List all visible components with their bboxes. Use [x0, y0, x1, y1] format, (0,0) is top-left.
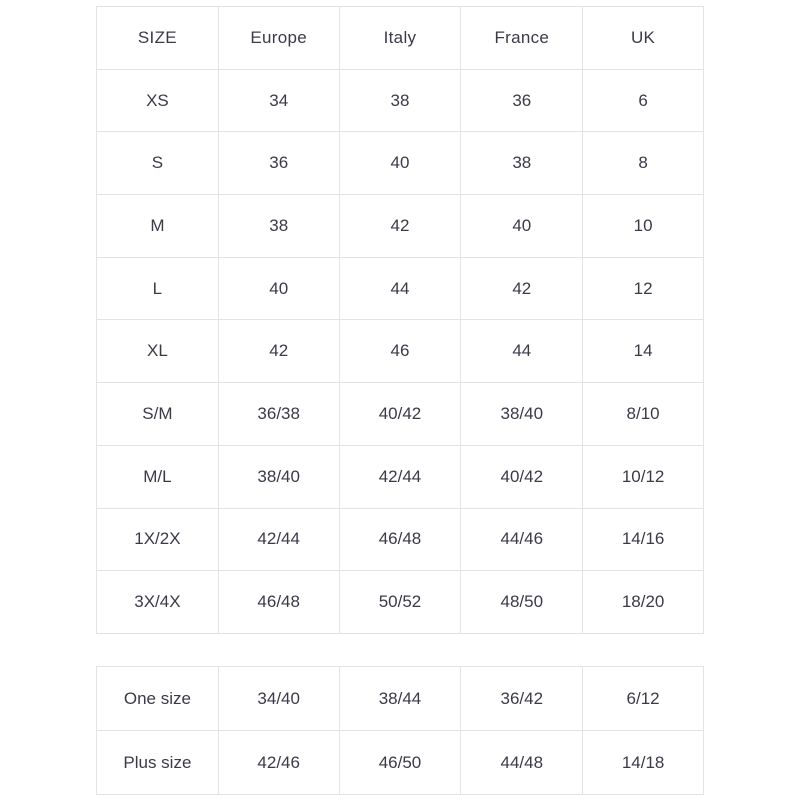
row-label: S/M — [97, 383, 219, 446]
cell-france: 36/42 — [461, 667, 583, 731]
cell-france: 38/40 — [461, 383, 583, 446]
row-label: M/L — [97, 445, 219, 508]
row-label: M — [97, 195, 219, 258]
cell-uk: 14/16 — [583, 508, 704, 571]
cell-italy: 42/44 — [339, 445, 461, 508]
cell-uk: 10/12 — [583, 445, 704, 508]
table-row — [97, 667, 704, 731]
table-row — [97, 320, 704, 383]
cell-italy: 50/52 — [339, 571, 461, 634]
cell-france: 40/42 — [461, 445, 583, 508]
cell-europe: 38 — [218, 195, 339, 258]
cell-france: 44 — [461, 320, 583, 383]
size-conversion-table — [96, 6, 704, 634]
cell-uk: 8/10 — [583, 383, 704, 446]
row-label: XS — [97, 69, 219, 132]
table-row — [97, 132, 704, 195]
row-label: One size — [97, 667, 219, 731]
cell-italy: 44 — [339, 257, 461, 320]
cell-europe: 38/40 — [218, 445, 339, 508]
table-header-row — [97, 7, 704, 70]
cell-italy: 42 — [339, 195, 461, 258]
row-label: XL — [97, 320, 219, 383]
cell-france: 44/48 — [461, 731, 583, 795]
column-header-europe: Europe — [218, 7, 339, 70]
table-body — [97, 667, 704, 795]
cell-europe: 40 — [218, 257, 339, 320]
table-body — [97, 69, 704, 633]
column-header-italy: Italy — [339, 7, 461, 70]
row-label: 1X/2X — [97, 508, 219, 571]
table-row — [97, 445, 704, 508]
cell-uk: 12 — [583, 257, 704, 320]
cell-france: 38 — [461, 132, 583, 195]
special-sizes-table — [96, 666, 704, 795]
cell-italy: 40/42 — [339, 383, 461, 446]
column-header-france: France — [461, 7, 583, 70]
cell-europe: 42/46 — [218, 731, 339, 795]
cell-italy: 38/44 — [339, 667, 461, 731]
table-row — [97, 731, 704, 795]
table-row — [97, 571, 704, 634]
cell-europe: 46/48 — [218, 571, 339, 634]
table-header — [97, 7, 704, 70]
size-conversion-table-container — [96, 6, 704, 634]
table-row — [97, 508, 704, 571]
cell-france: 40 — [461, 195, 583, 258]
row-label: L — [97, 257, 219, 320]
cell-italy: 40 — [339, 132, 461, 195]
cell-europe: 36/38 — [218, 383, 339, 446]
cell-uk: 14 — [583, 320, 704, 383]
cell-uk: 10 — [583, 195, 704, 258]
column-header-size: SIZE — [97, 7, 219, 70]
cell-uk: 6/12 — [583, 667, 704, 731]
table-row — [97, 383, 704, 446]
table-row — [97, 257, 704, 320]
cell-italy: 46 — [339, 320, 461, 383]
cell-uk: 18/20 — [583, 571, 704, 634]
table-row — [97, 69, 704, 132]
cell-france: 42 — [461, 257, 583, 320]
table-row — [97, 195, 704, 258]
row-label: 3X/4X — [97, 571, 219, 634]
cell-uk: 6 — [583, 69, 704, 132]
cell-europe: 36 — [218, 132, 339, 195]
cell-italy: 46/50 — [339, 731, 461, 795]
row-label: Plus size — [97, 731, 219, 795]
cell-uk: 14/18 — [583, 731, 704, 795]
cell-europe: 34/40 — [218, 667, 339, 731]
special-sizes-table-container — [96, 666, 704, 795]
cell-europe: 42 — [218, 320, 339, 383]
cell-uk: 8 — [583, 132, 704, 195]
cell-france: 48/50 — [461, 571, 583, 634]
cell-france: 36 — [461, 69, 583, 132]
column-header-uk: UK — [583, 7, 704, 70]
cell-italy: 46/48 — [339, 508, 461, 571]
cell-europe: 42/44 — [218, 508, 339, 571]
cell-europe: 34 — [218, 69, 339, 132]
cell-france: 44/46 — [461, 508, 583, 571]
row-label: S — [97, 132, 219, 195]
cell-italy: 38 — [339, 69, 461, 132]
